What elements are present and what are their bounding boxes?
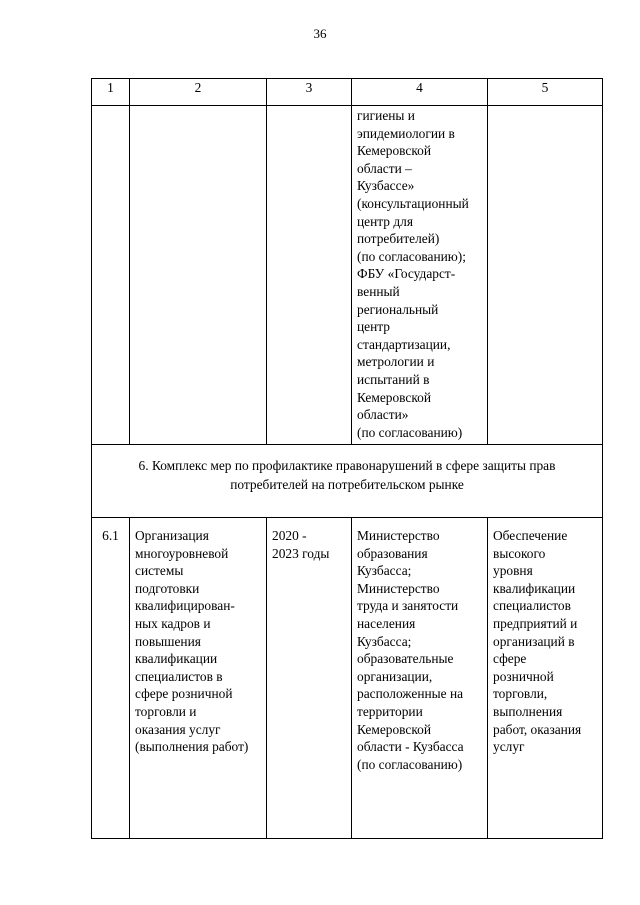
executors-line: территории <box>357 703 423 719</box>
continuation-executors-line: Кузбассе» <box>357 178 415 194</box>
measure-line: оказания услуг <box>135 721 221 737</box>
section-6-title <box>92 445 603 518</box>
continuation-executors-line: области» <box>357 407 409 423</box>
continuation-executors-cell <box>352 106 488 445</box>
result-line: услуг <box>493 739 525 755</box>
result-line: розничной <box>493 668 554 684</box>
measure-line: повышения <box>135 633 201 649</box>
result-line: уровня <box>493 563 533 579</box>
continuation-col2 <box>130 106 267 445</box>
measure-line: подготовки <box>135 580 200 596</box>
column-header-2: 2 <box>130 79 267 106</box>
continuation-executors-line: региональный <box>357 301 439 317</box>
continuation-executors-line: стандартизации, <box>357 336 451 352</box>
column-header-4: 4 <box>352 79 488 106</box>
result-line: торговли, <box>493 686 548 702</box>
result-line: Обеспечение <box>493 528 568 543</box>
result-line: специалистов <box>493 598 571 614</box>
result-line: предприятий и <box>493 615 578 631</box>
continuation-executors-line: метрологии и <box>357 354 435 370</box>
measures-table <box>91 78 603 839</box>
measure-line: многоуровневой <box>135 545 229 561</box>
result-line: организаций в <box>493 633 575 649</box>
executors-line: Кузбасса; <box>357 563 412 579</box>
result-cell <box>488 518 603 839</box>
continuation-executors-line: центр <box>357 319 390 335</box>
measure-line: торговли и <box>135 703 197 719</box>
section-title-line: потребителей на потребительском рынке <box>230 477 464 492</box>
measure-line: сфере розничной <box>135 686 233 702</box>
period-line: 2023 годы <box>272 545 330 561</box>
column-header-5: 5 <box>488 79 603 106</box>
continuation-executors-line: гигиены и <box>357 108 415 123</box>
column-header-1: 1 <box>92 79 130 106</box>
table-header-row <box>92 79 603 106</box>
measure-line: квалифицирован- <box>135 598 235 614</box>
continuation-col3 <box>267 106 352 445</box>
executors-line: Кемеровской <box>357 721 432 737</box>
continuation-executors-line: эпидемиологии в <box>357 125 455 141</box>
executors-line: образовательные <box>357 651 454 667</box>
measure-line: (выполнения работ) <box>135 739 249 755</box>
executors-line: Кузбасса; <box>357 633 412 649</box>
continuation-row <box>92 106 603 445</box>
section-title-line: 6. Комплекс мер по профилактике правонарушений в сфере защиты прав <box>138 458 556 473</box>
measure-line: специалистов в <box>135 668 223 684</box>
continuation-executors-line: потребителей) <box>357 231 440 247</box>
measure-cell <box>130 518 267 839</box>
result-line: выполнения <box>493 703 563 719</box>
continuation-col5 <box>488 106 603 445</box>
executors-line: населения <box>357 615 416 631</box>
measure-line: ных кадров и <box>135 615 211 631</box>
continuation-executors-line: Кемеровской <box>357 143 432 159</box>
period-line: 2020 - <box>272 528 307 543</box>
row-number: 6.1 <box>102 528 119 543</box>
continuation-col1 <box>92 106 130 445</box>
row-number-cell <box>92 518 130 839</box>
continuation-executors-line: ФБУ «Государст- <box>357 266 456 282</box>
executors-cell <box>352 518 488 839</box>
executors-line: Министерство <box>357 528 440 543</box>
measure-line: системы <box>135 563 184 579</box>
executors-line: организации, <box>357 668 433 684</box>
table-row-6-1 <box>92 518 603 839</box>
continuation-executors-line: центр для <box>357 213 413 229</box>
result-line: высокого <box>493 545 546 561</box>
continuation-executors-line: (консультационный <box>357 195 469 211</box>
executors-line: (по согласованию) <box>357 756 463 772</box>
continuation-executors-line: Кемеровской <box>357 389 432 405</box>
measure-line: квалификации <box>135 651 218 667</box>
executors-line: труда и занятости <box>357 598 459 614</box>
result-line: сфере <box>493 651 527 667</box>
continuation-executors-line: (по согласованию) <box>357 424 463 440</box>
continuation-executors-line: испытаний в <box>357 371 430 387</box>
column-header-3: 3 <box>267 79 352 106</box>
section-6-row <box>92 445 603 518</box>
period-cell <box>267 518 352 839</box>
measure-line: Организация <box>135 528 209 543</box>
continuation-executors-line: венный <box>357 283 400 299</box>
result-line: квалификации <box>493 580 576 596</box>
executors-line: области - Кузбасса <box>357 739 464 755</box>
executors-line: Министерство <box>357 580 440 596</box>
page-number: 36 <box>313 26 327 41</box>
executors-line: расположенные на <box>357 686 464 702</box>
continuation-executors-line: области – <box>357 160 412 176</box>
executors-line: образования <box>357 545 428 561</box>
continuation-executors-line: (по согласованию); <box>357 248 466 264</box>
result-line: работ, оказания <box>493 721 582 737</box>
